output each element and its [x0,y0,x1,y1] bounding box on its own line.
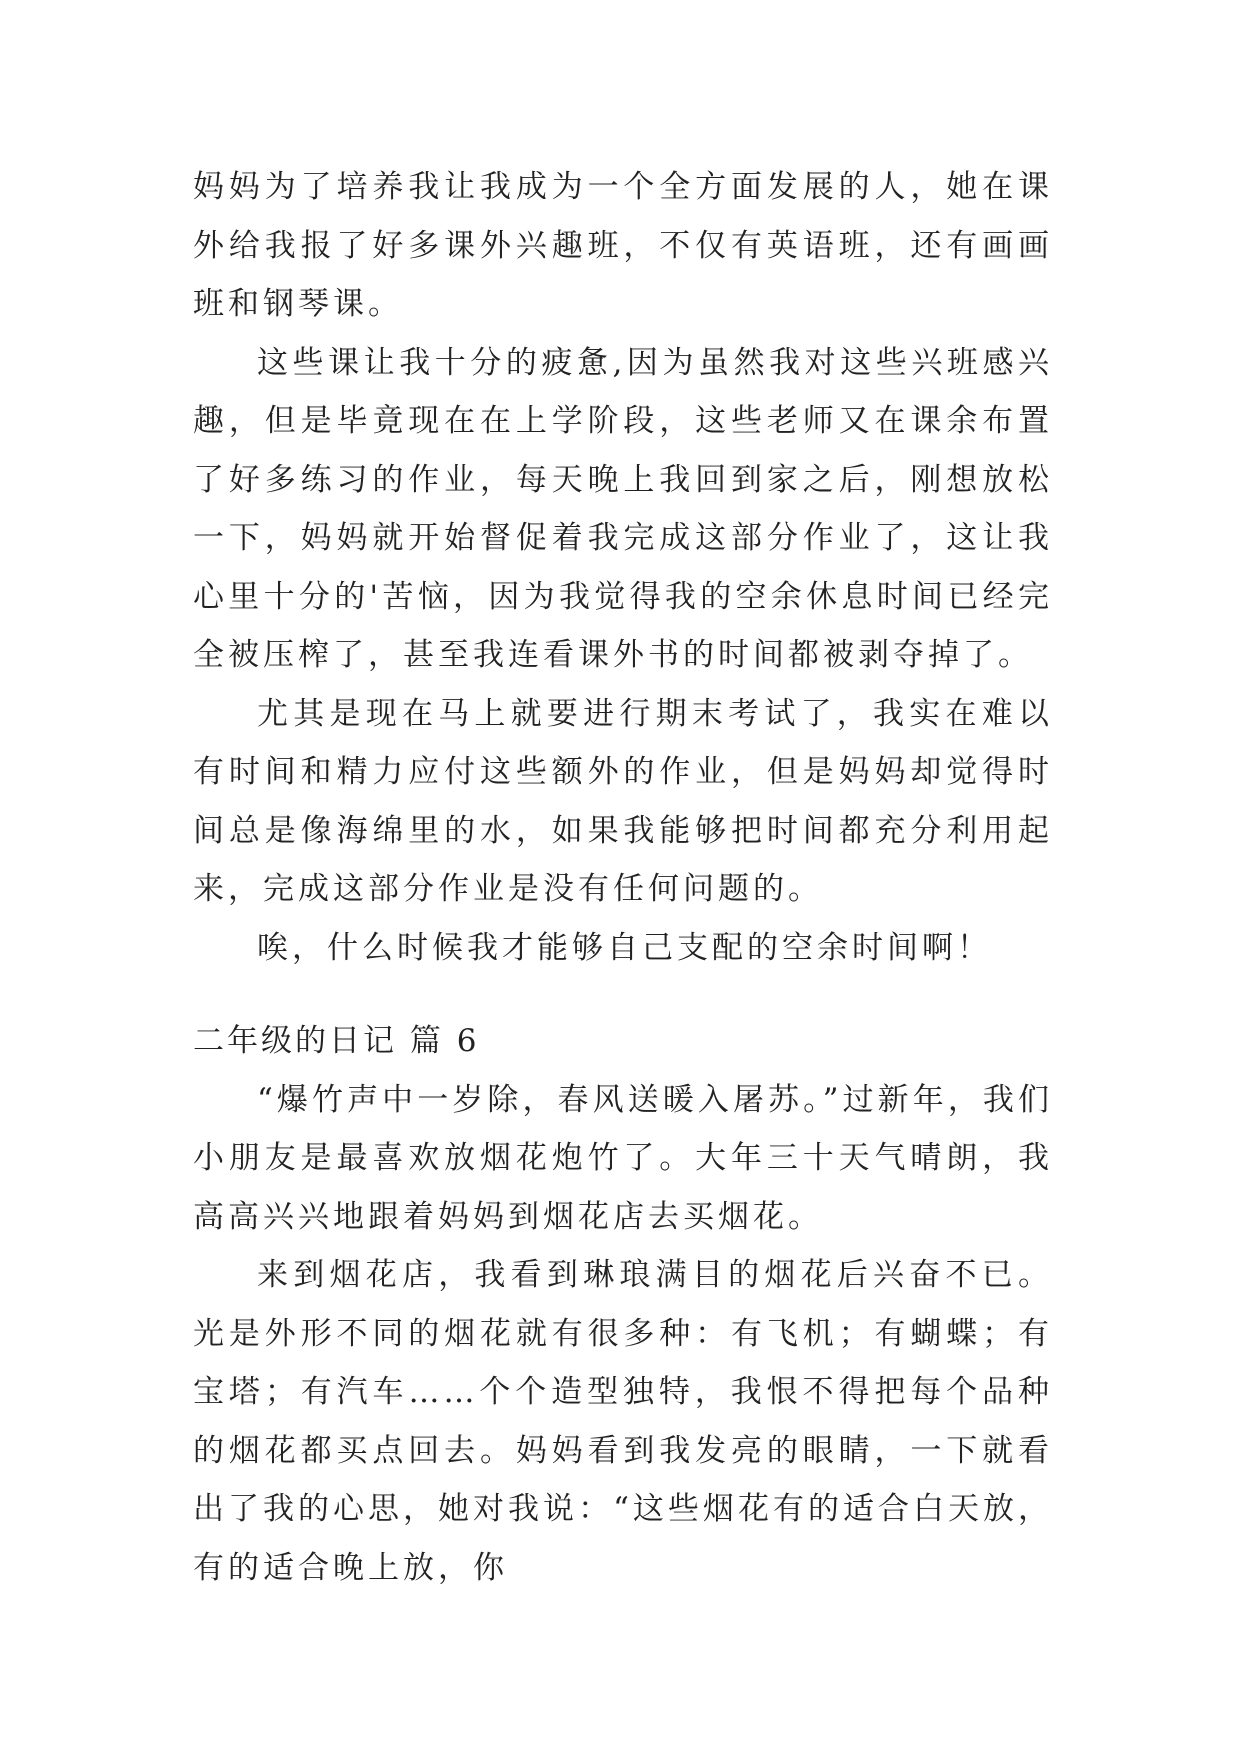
paragraph: 这些课让我十分的疲惫,因为虽然我对这些兴班感兴趣，但是毕竟现在在上学阶段，这些老师又在课余布置了好多练习的作业，每天晚上我回到家之后，刚想放松一下，妈妈就开始督促着我完成这部分作业了，这让我心里十分的'苦恼，因为我觉得我的空余休息时间已经完全被压榨了，甚至我连看课外书的时间都被剥夺掉了。 [193,344,1053,673]
paragraph: 尤其是现在马上就要进行期末考试了，我实在难以有时间和精力应付这些额外的作业，但是妈妈却觉得时间总是像海绵里的水，如果我能够把时间都充分利用起来，完成这部分作业是没有任何问题的。 [193,695,1053,907]
paragraph: 唉，什么时候我才能够自己支配的空余时间啊！ [257,929,992,966]
paragraph: “爆竹声中一岁除，春风送暖入屠苏。”过新年，我们小朋友是最喜欢放烟花炮竹了。大年三十天气晴朗，我高高兴兴地跟着妈妈到烟花店去买烟花。 [193,1081,1053,1235]
document-page [193,158,1053,1597]
section-heading: 二年级的日记 篇 6 [193,1023,480,1059]
paragraph: 妈妈为了培养我让我成为一个全方面发展的人，她在课外给我报了好多课外兴趣班，不仅有英语班，还有画画班和钢琴课。 [193,169,1053,322]
paragraph: 来到烟花店，我看到琳琅满目的烟花后兴奋不已。光是外形不同的烟花就有很多种：有飞机；有蝴蝶；有宝塔；有汽车……个个造型独特，我恨不得把每个品种的烟花都买点回去。妈妈看到我发亮的眼睛，一下就看出了我的心思，她对我说：“这些烟花有的适合白天放，有的适合晚上放，你 [193,1257,1053,1586]
